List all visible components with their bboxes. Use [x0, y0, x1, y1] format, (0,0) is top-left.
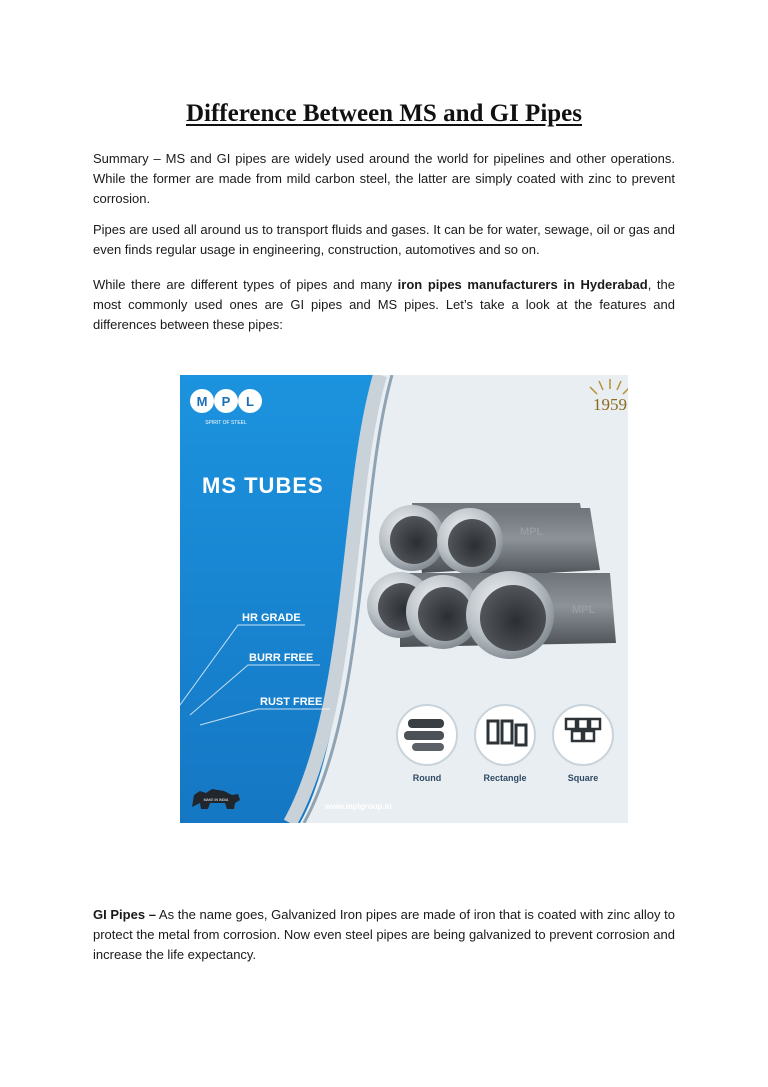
website-url: www.mplgroup.in — [325, 802, 392, 811]
shape-label-rectangle: Rectangle — [483, 773, 527, 783]
shape-round-tube-1 — [408, 719, 444, 728]
shape-rectangle-thumb — [475, 705, 535, 765]
shape-round-tube-3 — [412, 743, 444, 751]
feature-hr-grade: HR GRADE — [242, 612, 301, 624]
banner-graphic — [180, 375, 628, 823]
pipe-types-paragraph — [93, 275, 675, 335]
feature-burr-free: BURR FREE — [249, 652, 314, 664]
pipe-bore-back-left — [390, 516, 438, 564]
gi-pipes-text: As the name goes, Galvanized Iron pipes are made of iron that is coated with zinc alloy to protect the metal from corrosion. Now even steel pipes are being galvanized to prevent corrosion and increase the life expectancy. — [93, 907, 675, 962]
page-title: Difference Between MS and GI Pipes — [185, 100, 582, 127]
shape-label-square: Square — [567, 773, 599, 783]
feature-rust-free: RUST FREE — [260, 696, 323, 708]
gi-pipes-paragraph — [93, 905, 675, 965]
pipe-types-text-before: While there are different types of pipes and many — [93, 277, 398, 292]
logo-letter-m: M — [196, 394, 208, 409]
pipe-bore-back-right — [448, 519, 496, 567]
shape-label-round: Round — [412, 773, 442, 783]
gi-pipes-label: GI Pipes – — [93, 907, 156, 922]
manufacturers-link-text: iron pipes manufacturers in Hyderabad — [397, 277, 648, 292]
summary-paragraph: Summary – MS and GI pipes are widely used around the world for pipelines and other operations. While the former are made from mild carbon steel, the latter are simply coated with zinc to prevent corrosion. — [93, 151, 675, 206]
anniversary-year: 1959 — [593, 395, 627, 414]
logo-tagline: SPIRIT OF STEEL — [205, 420, 247, 426]
make-in-india-text: MAKE IN INDIA — [203, 798, 229, 802]
pipe-stack — [367, 503, 616, 659]
shape-round-thumb — [397, 705, 457, 765]
pipes-paragraph: Pipes are used all around us to transport fluids and gases. It can be for water, sewage, oil or gas and even finds regular usage in engineering, construction, automotives and so on. — [93, 222, 675, 257]
ms-tubes-banner-image — [180, 375, 628, 823]
ms-tubes-heading: MS TUBES — [202, 473, 324, 498]
pipe-bore-front-right — [480, 585, 546, 651]
pipe-types-text-after: , the most commonly used ones are GI pipes and MS pipes. Let’s take a look at the features and differences between these pipes: — [93, 277, 675, 332]
shape-round-tube-2 — [404, 731, 444, 740]
pipe-bore-front-middle — [418, 587, 472, 641]
shape-square-thumb — [553, 705, 613, 765]
logo-letter-l: L — [246, 394, 254, 409]
pipe-marking-top: MPL — [520, 526, 544, 538]
pipe-marking-front: MPL — [572, 604, 596, 616]
logo-letter-p: P — [221, 394, 231, 409]
